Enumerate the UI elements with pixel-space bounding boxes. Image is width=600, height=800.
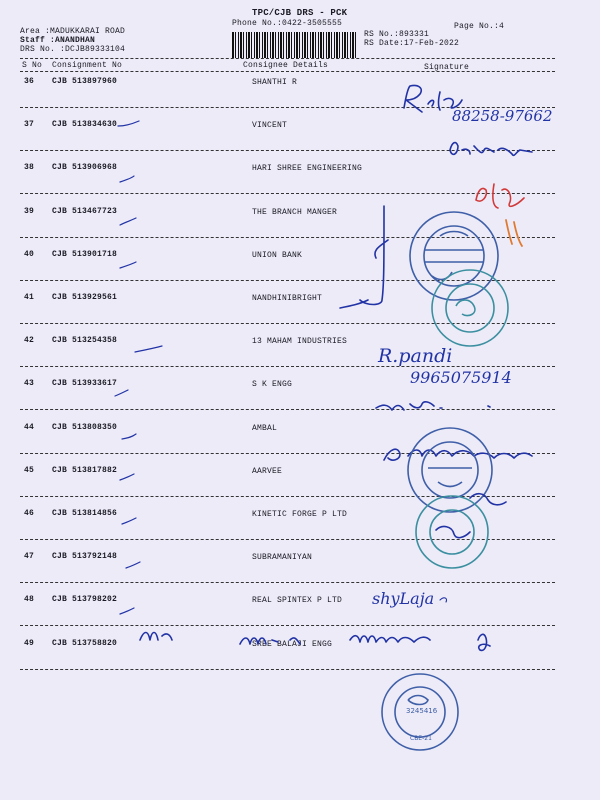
signature-37 (450, 143, 532, 156)
row-consignment: CJB 513901718 (52, 250, 118, 259)
signature-38 (476, 184, 524, 208)
row-sno: 47 (24, 552, 35, 561)
signature-49 (478, 634, 490, 650)
rs-number: RS No.:893331 (364, 30, 430, 39)
barcode (232, 32, 357, 58)
row-consignee: S K ENGG (252, 380, 293, 389)
row-consignment: CJB 513897960 (52, 77, 118, 86)
row-consignment: CJB 513834630 (52, 120, 118, 129)
row-divider (20, 409, 555, 410)
row-consignee: SHANTHI R (252, 78, 298, 87)
row-sno: 49 (24, 639, 35, 648)
row-divider (20, 582, 555, 583)
row-consignment: CJB 513758820 (52, 639, 118, 648)
row-consignment: CJB 513798202 (52, 595, 118, 604)
column-consignee: Consignee Details (243, 61, 329, 70)
row-consignment: CJB 513808350 (52, 423, 118, 432)
header-divider (20, 58, 555, 59)
row-sno: 48 (24, 595, 35, 604)
staff: Staff :ANANDHAN (20, 36, 96, 45)
row-consignment: CJB 513929561 (52, 293, 118, 302)
area: Area :MADUKKARAI ROAD (20, 27, 126, 36)
row-consignee: HARI SHREE ENGINEERING (252, 164, 363, 173)
row-sno: 39 (24, 207, 35, 216)
row-consignment: CJB 513906968 (52, 163, 118, 172)
row-sno: 38 (24, 163, 35, 172)
signature-39 (360, 206, 388, 305)
sree-balaji-stamp (382, 674, 458, 750)
row-consignment: CJB 513814856 (52, 509, 118, 518)
handwritten-signature-42: R.pandi (378, 345, 453, 367)
row-divider (20, 453, 555, 454)
row-consignment: CJB 513933617 (52, 379, 118, 388)
row-sno: 42 (24, 336, 35, 345)
handwritten-phone-36: 88258-97662 (452, 107, 553, 125)
handwritten-signature-48: shyLaja (372, 589, 435, 608)
row-consignee: AARVEE (252, 467, 283, 476)
row-divider (20, 237, 555, 238)
rs-date: RS Date:17-Feb-2022 (364, 39, 460, 48)
row-sno: 41 (24, 293, 35, 302)
row-consignment: CJB 513817882 (52, 466, 118, 475)
row-divider (20, 539, 555, 540)
row-divider (20, 669, 555, 670)
union-bank-stamp (410, 212, 498, 300)
row-divider (20, 323, 555, 324)
row-divider (20, 107, 555, 108)
row-divider (20, 150, 555, 151)
row-consignment: CJB 513254358 (52, 336, 118, 345)
sheet-title: TPC/CJB DRS - PCK (252, 8, 348, 18)
page-number: Page No.:4 (454, 22, 505, 31)
row-divider (20, 496, 555, 497)
row-divider (20, 280, 555, 281)
row-consignee: SUBRAMANIYAN (252, 553, 313, 562)
phone-number: Phone No.:0422-3505555 (232, 19, 343, 28)
row-sno: 36 (24, 77, 35, 86)
column-sno: S No (22, 61, 43, 70)
svg-text:CBE-21: CBE-21 (410, 735, 432, 742)
row-consignee: NANDHINIBRIGHT (252, 294, 323, 303)
row-sno: 37 (24, 120, 35, 129)
row-consignee: THE BRANCH MANGER (252, 208, 338, 217)
row-sno: 46 (24, 509, 35, 518)
row-sno: 40 (24, 250, 35, 259)
kinetic-forge-stamp (416, 496, 488, 568)
row-consignment: CJB 513467723 (52, 207, 118, 216)
row-consignee: KINETIC FORGE P LTD (252, 510, 348, 519)
row-consignee: SREE BALAJI ENGG (252, 640, 333, 649)
row-sno: 44 (24, 423, 35, 432)
row-consignee: REAL SPINTEX P LTD (252, 596, 343, 605)
row-divider (20, 366, 555, 367)
row-consignee: 13 MAHAM INDUSTRIES (252, 337, 348, 346)
air-control-stamp (408, 428, 492, 512)
row-consignee: VINCENT (252, 121, 288, 130)
drs-number: DRS No. :DCJB89333104 (20, 45, 126, 54)
column-consignment: Consignment No (52, 61, 123, 70)
row-consignment: CJB 513792148 (52, 552, 118, 561)
signature-44 (384, 449, 532, 460)
row-consignee: AMBAL (252, 424, 278, 433)
column-divider (20, 71, 555, 72)
svg-text:3245416: 3245416 (406, 707, 438, 715)
row-sno: 43 (24, 379, 35, 388)
row-divider (20, 625, 555, 626)
handwritten-phone-42: 9965075914 (410, 368, 512, 387)
row-sno: 45 (24, 466, 35, 475)
row-divider (20, 193, 555, 194)
row-consignee: UNION BANK (252, 251, 303, 260)
column-signature: Signature (424, 63, 470, 72)
teal-stamp-41 (432, 270, 508, 346)
signature-36 (404, 85, 422, 112)
